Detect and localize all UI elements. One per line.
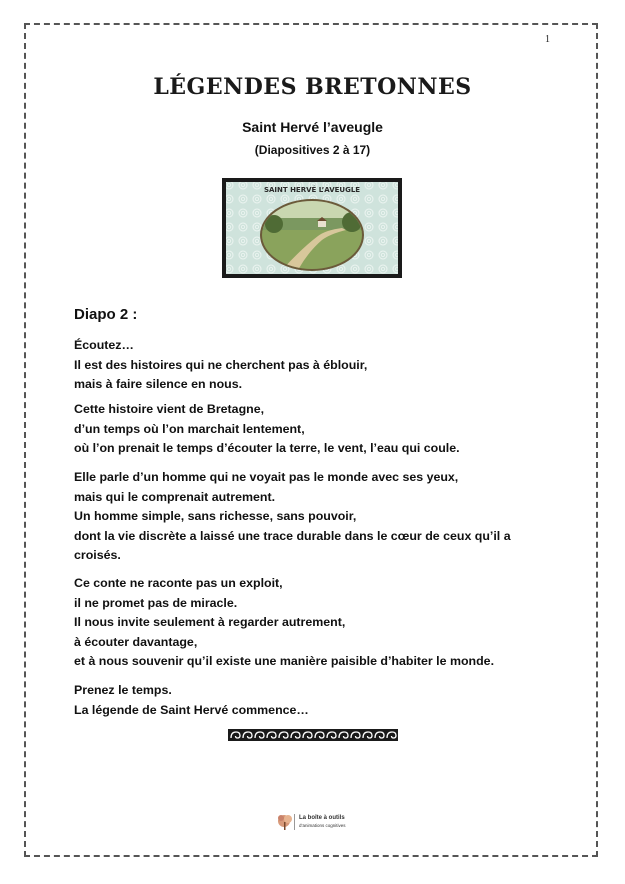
- paragraph-1: [74, 336, 554, 395]
- paragraph-5: [74, 681, 554, 720]
- paragraph-line: dont la vie discrète a laissé une trace durable dans le cœur de ceux qu’il a croisés.: [74, 528, 511, 563]
- paragraph-line: mais à faire silence en nous.: [74, 377, 243, 392]
- slides-range: (Diapositives 2 à 17): [254, 143, 371, 157]
- section-heading: Diapo 2 :: [74, 306, 138, 323]
- illustration-image: [222, 178, 402, 278]
- paragraph-3: [74, 468, 554, 566]
- paragraph-line: Elle parle d’un homme qui ne voyait pas le monde avec ses yeux,: [74, 470, 459, 484]
- page-number: 1: [545, 34, 550, 45]
- paragraph-line: Prenez le temps.: [74, 683, 172, 697]
- paragraph-4: [74, 574, 554, 672]
- paragraph-line: Un homme simple, sans richesse, sans pouvoir,: [74, 509, 357, 524]
- paragraph-line: Il nous invite seulement à regarder autrement,: [74, 615, 346, 630]
- paragraph-line: Ce conte ne raconte pas un exploit,: [74, 576, 283, 590]
- paragraph-line: où l’on prenait le temps d’écouter la terre, le vent, l’eau qui coule.: [74, 441, 460, 456]
- footer-logo: [299, 815, 346, 829]
- page-title: LÉGENDES BRETONNES: [153, 74, 472, 100]
- paragraph-line: d’un temps où l’on marchait lentement,: [74, 421, 305, 436]
- paragraph-line: à écouter davantage,: [74, 634, 198, 649]
- paragraph-2: [74, 400, 554, 459]
- paragraph-line: Cette histoire vient de Bretagne,: [74, 402, 265, 416]
- paragraph-line: Écoutez…: [74, 338, 134, 352]
- illustration-caption: SAINT HERVÉ L’AVEUGLE: [263, 186, 361, 194]
- footer-logo-title: La boîte à outils: [299, 815, 345, 821]
- footer-logo-subtitle: d’animations cognitives: [299, 823, 346, 828]
- page-subtitle: Saint Hervé l’aveugle: [242, 119, 383, 135]
- greek-key-divider: [228, 729, 398, 741]
- paragraph-line: La légende de Saint Hervé commence…: [74, 702, 309, 717]
- paragraph-line: et à nous souvenir qu’il existe une manière paisible d’habiter le monde.: [74, 654, 495, 669]
- paragraph-line: il ne promet pas de miracle.: [74, 595, 238, 610]
- paragraph-line: mais qui le comprenait autrement.: [74, 489, 276, 504]
- paragraph-line: Il est des histoires qui ne cherchent pas à éblouir,: [74, 357, 368, 372]
